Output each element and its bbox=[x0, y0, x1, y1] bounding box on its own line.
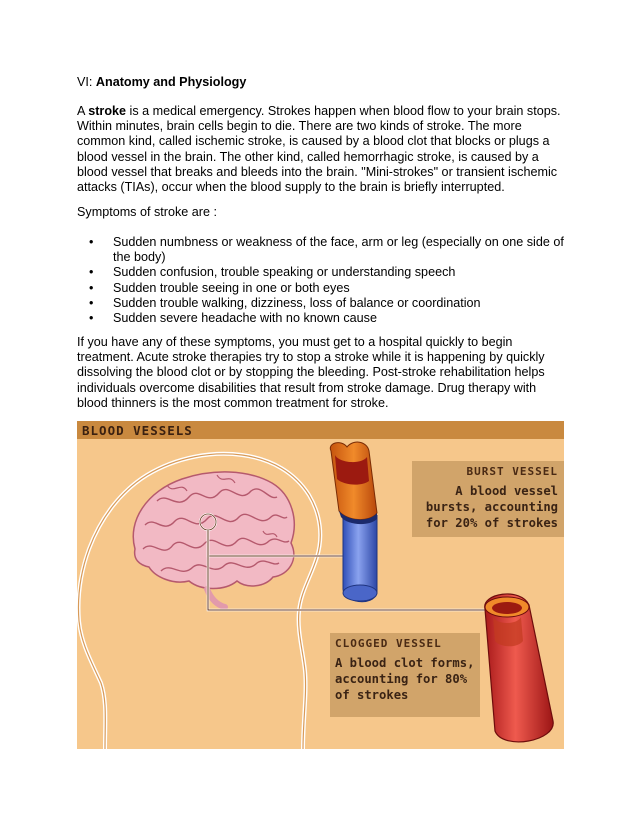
burst-vessel-title: BURST VESSEL bbox=[466, 465, 558, 478]
list-item bbox=[77, 311, 567, 326]
treatment-paragraph: If you have any of these symptoms, you must get to a hospital quickly to begin treatment. Acute stroke therapies try to stop a stroke while it is happening by quickly dissolving the blood clot or by stopping the bleeding. Post-stroke rehabilitation helps individuals overcome disabilities that result from stroke damage. Drug therapy with blood thinners is the most common treatment for stroke. bbox=[77, 335, 545, 410]
symptoms-list bbox=[77, 235, 567, 326]
symptom-text: Sudden confusion, trouble speaking or understanding speech bbox=[113, 265, 456, 280]
clogged-vessel-graphic bbox=[485, 594, 553, 742]
bullet-icon: • bbox=[89, 295, 94, 310]
burst-vessel-graphic bbox=[330, 442, 377, 602]
list-item bbox=[77, 265, 567, 280]
section-number: VI: bbox=[77, 75, 96, 89]
intro-lead: A bbox=[77, 104, 89, 118]
intro-paragraph bbox=[77, 104, 567, 195]
blood-vessels-illustration bbox=[77, 421, 564, 749]
burst-vessel-text: A blood vessel bursts, accounting for 20% of strokes bbox=[425, 484, 558, 530]
bullet-icon: • bbox=[89, 311, 94, 326]
list-item bbox=[77, 235, 567, 265]
illustration-title: BLOOD VESSELS bbox=[82, 423, 193, 438]
illustration-title-bar bbox=[77, 421, 564, 439]
symptom-text: Sudden trouble walking, dizziness, loss of balance or coordination bbox=[113, 295, 481, 310]
clogged-vessel-label bbox=[330, 633, 480, 717]
burst-vessel-label bbox=[412, 461, 564, 537]
bullet-icon: • bbox=[89, 265, 94, 280]
bullet-icon: • bbox=[89, 280, 94, 295]
symptom-text: Sudden trouble seeing in one or both eyes bbox=[113, 280, 350, 295]
symptoms-intro: Symptoms of stroke are : bbox=[77, 205, 217, 219]
bullet-icon: • bbox=[89, 235, 94, 249]
clogged-vessel-title: CLOGGED VESSEL bbox=[335, 637, 442, 650]
intro-text: is a medical emergency. Strokes happen when blood flow to your brain stops. Within minutes, brain cells begin to die. There are two kinds of stroke. The more common kind, called ischemic stroke, is caused by a blood clot that blocks or plugs a blood vessel in the brain. The other kind, called hemorrhagic stroke, is caused by a blood vessel that breaks and bleeds into the brain. "Mini-strokes" or transient ischemic attacks (TIAs), occur when the blood supply to the brain is briefly interrupted. bbox=[77, 104, 561, 195]
symptom-text: Sudden numbness or weakness of the face, arm or leg (especially on one side of the body) bbox=[113, 235, 564, 265]
list-item bbox=[77, 281, 567, 296]
symptom-text: Sudden severe headache with no known cause bbox=[113, 311, 377, 326]
brain-graphic bbox=[133, 472, 294, 607]
intro-keyword: stroke bbox=[88, 104, 127, 118]
clogged-vessel-text: A blood clot forms, accounting for 80% of strokes bbox=[335, 656, 475, 702]
section-heading bbox=[77, 75, 246, 90]
section-title: Anatomy and Physiology bbox=[95, 75, 247, 89]
list-item bbox=[77, 296, 567, 311]
